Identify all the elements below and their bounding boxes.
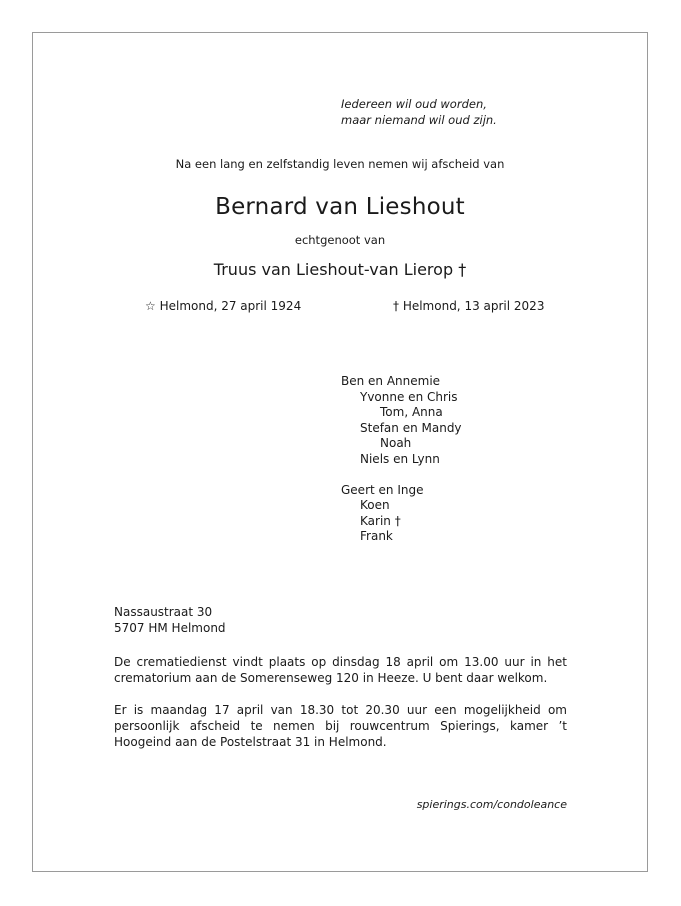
family-member: Stefan en Mandy (360, 420, 462, 435)
family-parents-2: Geert en Inge (341, 482, 424, 497)
family-member: Niels en Lynn (360, 451, 440, 466)
family-parents-1: Ben en Annemie (341, 374, 441, 388)
service-paragraph: De crematiedienst vindt plaats op dinsdag 18 april om 13.00 uur in het crematorium aan de Somerenseweg 120 in Heeze. U bent daar welkom. (114, 655, 567, 685)
family-member: Frank (360, 529, 393, 543)
condolence-link[interactable]: spierings.com/condoleance (416, 798, 567, 811)
family-member: Noah (380, 436, 412, 450)
birth-info: ☆ Helmond, 27 april 1924 (145, 299, 302, 313)
intro-text: Na een lang en zelfstandig leven nemen wij afscheid van (175, 157, 505, 171)
opening-quote (341, 96, 497, 128)
quote-line-2: maar niemand wil oud zijn. (341, 113, 497, 127)
deceased-name: Bernard van Lieshout (215, 194, 465, 220)
spouse-name: Truus van Lieshout-van Lierop † (213, 260, 467, 279)
family-list (341, 374, 462, 545)
visit-paragraph: Er is maandag 17 april van 18.30 tot 20.30 uur een mogelijkheid om persoonlijk afscheid te nemen bij rouwcentrum Spierings, kamer ’t Hoogeind aan de Postelstraat 31 in Helmond. (114, 703, 567, 749)
family-member: Tom, Anna (380, 405, 443, 419)
correspondence-address (114, 604, 226, 636)
death-info: † Helmond, 13 april 2023 (393, 299, 545, 313)
address-street: Nassaustraat 30 (114, 605, 213, 619)
family-member: Yvonne en Chris (360, 389, 458, 404)
family-spacer (341, 467, 462, 483)
family-member: Karin † (360, 513, 401, 528)
address-city: 5707 HM Helmond (114, 621, 226, 635)
quote-line-1: Iedereen wil oud worden, (341, 97, 487, 111)
spouse-label: echtgenoot van (294, 233, 386, 247)
family-member: Koen (360, 498, 390, 512)
